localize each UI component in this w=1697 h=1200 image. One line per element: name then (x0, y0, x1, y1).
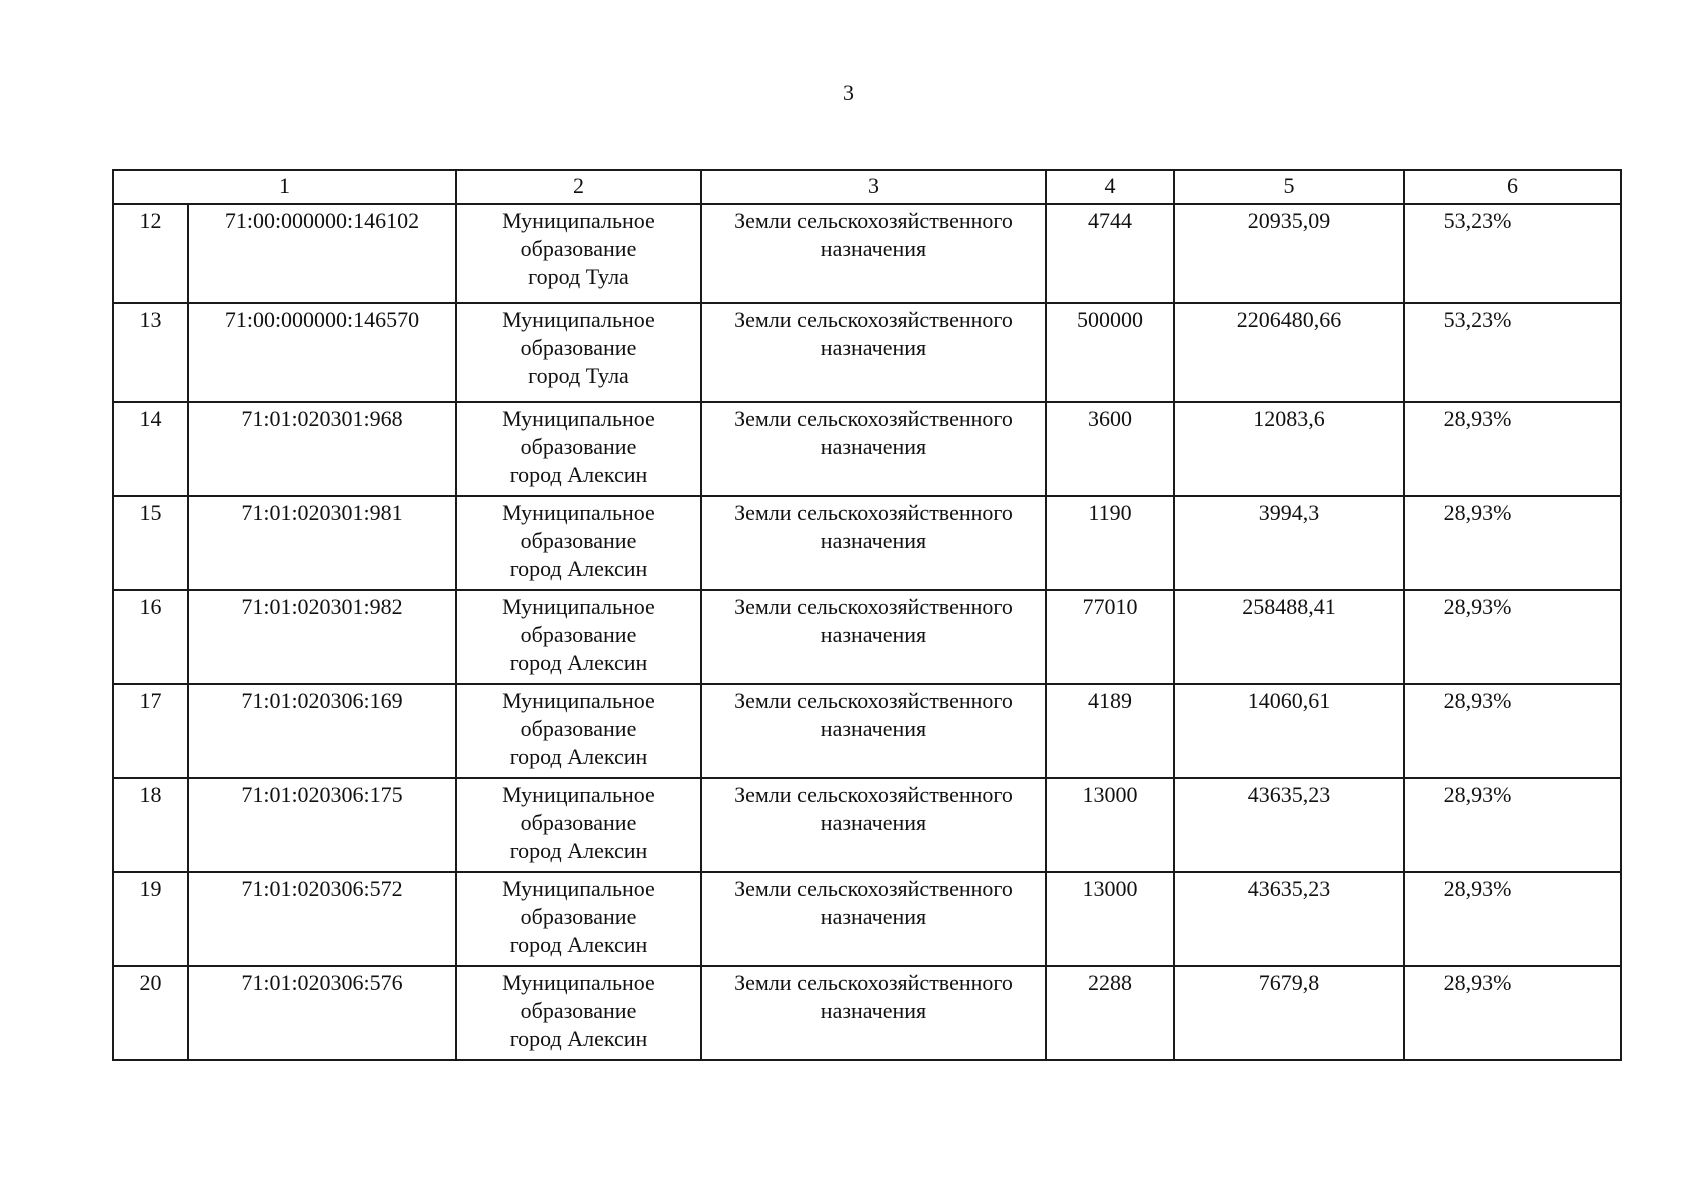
owner-cell-line: город Алексин (509, 1026, 648, 1051)
cadastral-value-cell: 258488,41 (1174, 590, 1404, 684)
owner-cell-line: образование (520, 528, 637, 553)
land-category-cell-line: назначения (820, 434, 927, 459)
owner-cell (456, 590, 701, 684)
table-header-row (113, 170, 1621, 204)
owner-cell-line: город Алексин (509, 650, 648, 675)
header-cell-6: 6 (1404, 170, 1621, 204)
land-plots-table (112, 169, 1622, 1061)
owner-cell-line: образование (520, 434, 637, 459)
cadastral-value-cell: 43635,23 (1174, 872, 1404, 966)
land-category-cell-line: назначения (820, 622, 927, 647)
cadastral-value-cell: 2206480,66 (1174, 303, 1404, 402)
area-cell: 4189 (1046, 684, 1174, 778)
table-body (113, 170, 1621, 1060)
area-cell: 2288 (1046, 966, 1174, 1060)
land-category-cell-line: Земли сельскохозяйственного (734, 500, 1013, 525)
share-cell: 28,93% (1404, 684, 1621, 778)
table-row (113, 684, 1621, 778)
header-cell-1: 1 (113, 170, 456, 204)
row-number-cell: 20 (113, 966, 188, 1060)
owner-cell-line: город Тула (528, 264, 629, 289)
table-row (113, 872, 1621, 966)
area-cell: 1190 (1046, 496, 1174, 590)
row-number-cell: 13 (113, 303, 188, 402)
land-category-cell (701, 872, 1046, 966)
owner-cell-line: Муниципальное (502, 688, 655, 713)
land-category-cell (701, 778, 1046, 872)
land-category-cell-line: назначения (820, 998, 927, 1023)
owner-cell-line: образование (520, 810, 637, 835)
cadastral-number-cell: 71:00:000000:146102 (188, 204, 456, 303)
land-category-cell (701, 966, 1046, 1060)
land-category-cell-line: назначения (820, 236, 927, 261)
land-category-cell-line: Земли сельскохозяйственного (734, 594, 1013, 619)
owner-cell-line: Муниципальное (502, 307, 655, 332)
owner-cell-line: образование (520, 998, 637, 1023)
owner-cell-line: Муниципальное (502, 208, 655, 233)
land-category-cell-line: Земли сельскохозяйственного (734, 406, 1013, 431)
area-cell: 13000 (1046, 778, 1174, 872)
land-category-cell-line: назначения (820, 810, 927, 835)
land-category-cell (701, 303, 1046, 402)
share-cell: 28,93% (1404, 778, 1621, 872)
land-category-cell-line: Земли сельскохозяйственного (734, 970, 1013, 995)
land-category-cell-line: назначения (820, 528, 927, 553)
land-category-cell-line: назначения (820, 716, 927, 741)
land-category-cell-line: Земли сельскохозяйственного (734, 208, 1013, 233)
owner-cell (456, 303, 701, 402)
owner-cell-line: Муниципальное (502, 406, 655, 431)
cadastral-number-cell: 71:01:020301:982 (188, 590, 456, 684)
owner-cell-line: город Алексин (509, 932, 648, 957)
cadastral-number-cell: 71:01:020306:572 (188, 872, 456, 966)
land-category-cell-line: Земли сельскохозяйственного (734, 688, 1013, 713)
row-number-cell: 12 (113, 204, 188, 303)
owner-cell (456, 496, 701, 590)
share-cell: 28,93% (1404, 402, 1621, 496)
land-category-cell (701, 204, 1046, 303)
share-cell: 53,23% (1404, 303, 1621, 402)
row-number-cell: 14 (113, 402, 188, 496)
cadastral-value-cell: 14060,61 (1174, 684, 1404, 778)
row-number-cell: 17 (113, 684, 188, 778)
cadastral-value-cell: 43635,23 (1174, 778, 1404, 872)
area-cell: 4744 (1046, 204, 1174, 303)
cadastral-number-cell: 71:01:020301:981 (188, 496, 456, 590)
owner-cell (456, 966, 701, 1060)
table-row (113, 496, 1621, 590)
owner-cell-line: город Алексин (509, 744, 648, 769)
table-row (113, 204, 1621, 303)
land-category-cell (701, 590, 1046, 684)
land-category-cell-line: Земли сельскохозяйственного (734, 876, 1013, 901)
land-category-cell-line: Земли сельскохозяйственного (734, 782, 1013, 807)
header-cell-2: 2 (456, 170, 701, 204)
owner-cell-line: город Алексин (509, 462, 648, 487)
share-cell: 28,93% (1404, 872, 1621, 966)
owner-cell (456, 872, 701, 966)
owner-cell-line: образование (520, 716, 637, 741)
owner-cell-line: образование (520, 335, 637, 360)
share-cell: 28,93% (1404, 496, 1621, 590)
owner-cell (456, 402, 701, 496)
owner-cell-line: образование (520, 622, 637, 647)
land-category-cell-line: Земли сельскохозяйственного (734, 307, 1013, 332)
cadastral-number-cell: 71:01:020306:175 (188, 778, 456, 872)
land-category-cell (701, 402, 1046, 496)
land-category-cell-line: назначения (820, 904, 927, 929)
area-cell: 3600 (1046, 402, 1174, 496)
area-cell: 13000 (1046, 872, 1174, 966)
cadastral-number-cell: 71:01:020301:968 (188, 402, 456, 496)
owner-cell-line: Муниципальное (502, 500, 655, 525)
owner-cell (456, 204, 701, 303)
cadastral-value-cell: 12083,6 (1174, 402, 1404, 496)
land-category-cell (701, 496, 1046, 590)
row-number-cell: 19 (113, 872, 188, 966)
owner-cell-line: город Алексин (509, 838, 648, 863)
owner-cell (456, 778, 701, 872)
owner-cell-line: Муниципальное (502, 782, 655, 807)
share-cell: 53,23% (1404, 204, 1621, 303)
area-cell: 500000 (1046, 303, 1174, 402)
table-row (113, 303, 1621, 402)
header-cell-5: 5 (1174, 170, 1404, 204)
owner-cell (456, 684, 701, 778)
share-cell: 28,93% (1404, 966, 1621, 1060)
owner-cell-line: Муниципальное (502, 876, 655, 901)
land-category-cell-line: назначения (820, 335, 927, 360)
header-cell-4: 4 (1046, 170, 1174, 204)
owner-cell-line: образование (520, 904, 637, 929)
row-number-cell: 15 (113, 496, 188, 590)
cadastral-number-cell: 71:00:000000:146570 (188, 303, 456, 402)
row-number-cell: 16 (113, 590, 188, 684)
cadastral-value-cell: 3994,3 (1174, 496, 1404, 590)
page-number: 3 (843, 80, 854, 105)
row-number-cell: 18 (113, 778, 188, 872)
owner-cell-line: город Алексин (509, 556, 648, 581)
table-row (113, 778, 1621, 872)
land-category-cell (701, 684, 1046, 778)
area-cell: 77010 (1046, 590, 1174, 684)
cadastral-number-cell: 71:01:020306:169 (188, 684, 456, 778)
table-row (113, 402, 1621, 496)
owner-cell-line: город Тула (528, 363, 629, 388)
table-row (113, 590, 1621, 684)
table-row (113, 966, 1621, 1060)
cadastral-value-cell: 20935,09 (1174, 204, 1404, 303)
owner-cell-line: Муниципальное (502, 594, 655, 619)
owner-cell-line: Муниципальное (502, 970, 655, 995)
cadastral-value-cell: 7679,8 (1174, 966, 1404, 1060)
share-cell: 28,93% (1404, 590, 1621, 684)
owner-cell-line: образование (520, 236, 637, 261)
cadastral-number-cell: 71:01:020306:576 (188, 966, 456, 1060)
header-cell-3: 3 (701, 170, 1046, 204)
